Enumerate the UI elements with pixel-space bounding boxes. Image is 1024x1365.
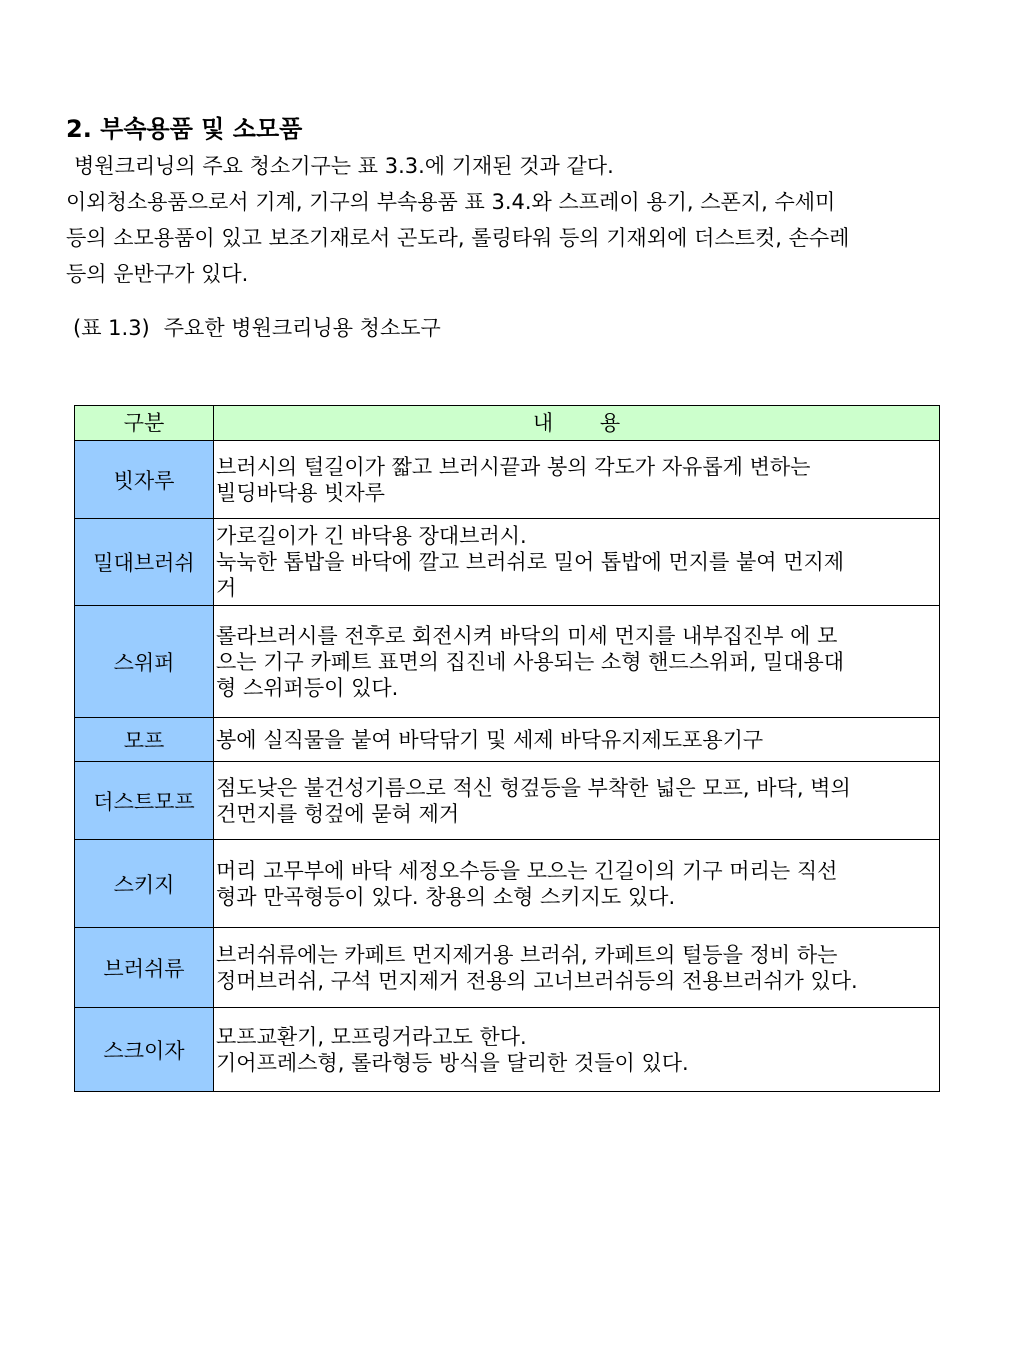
row-category: 브러쉬류 — [75, 928, 214, 1008]
table-row — [75, 840, 940, 928]
row-category: 더스트모프 — [75, 762, 214, 840]
table-caption — [73, 312, 441, 344]
description-line: 형과 만곡형등이 있다. 창용의 소형 스키지도 있다. — [216, 884, 676, 909]
description-line: 형 스위퍼등이 있다. — [216, 675, 399, 700]
table-row — [75, 1008, 940, 1092]
description-line: 봉에 실직물을 붙여 바닥닦기 및 세제 바닥유지제도포용기구 — [216, 727, 764, 752]
header-category: 구분 — [75, 406, 214, 441]
header-content — [214, 406, 940, 441]
description-line: 정머브러쉬, 구석 먼지제거 전용의 고너브러쉬등의 전용브러쉬가 있다. — [216, 968, 858, 993]
row-category: 스위퍼 — [75, 606, 214, 718]
row-description — [214, 718, 940, 762]
section-title: 2. 부속용품 및 소모품 — [66, 115, 303, 143]
description-line: 모프교환기, 모프링거라고도 한다. — [216, 1024, 527, 1049]
row-category: 스크이자 — [75, 1008, 214, 1092]
row-description — [214, 606, 940, 718]
description-line: 점도낮은 불건성기름으로 적신 헝겊등을 부착한 넓은 모프, 바닥, 벽의 — [216, 775, 851, 800]
row-description — [214, 441, 940, 519]
description-line: 롤라브러시를 전후로 회전시켜 바닥의 미세 먼지를 내부집진부 에 모 — [216, 623, 838, 648]
header-content-label: 내 용 — [532, 411, 621, 435]
table-body — [75, 441, 940, 1092]
paragraph-line: 이외청소용품으로서 기계, 기구의 부속용품 표 3.4.와 스프레이 용기, 스폰지, 수세미 — [66, 190, 836, 214]
description-line: 머리 고무부에 바닥 세정오수등을 모으는 긴길이의 기구 머리는 직선 — [216, 858, 838, 883]
paragraph-line: 등의 소모용품이 있고 보조기재로서 곤도라, 롤링타워 등의 기재외에 더스트컷, 손수레 — [66, 226, 850, 250]
table-caption-number: (표 1.3) — [73, 316, 150, 340]
table-header-row — [75, 406, 940, 441]
description-line: 기어프레스형, 롤라형등 방식을 달리한 것들이 있다. — [216, 1050, 689, 1075]
row-category: 스키지 — [75, 840, 214, 928]
table-row — [75, 928, 940, 1008]
row-category: 밀대브러쉬 — [75, 519, 214, 606]
paragraph-line: 등의 운반구가 있다. — [66, 262, 249, 286]
table-row — [75, 519, 940, 606]
row-category: 모프 — [75, 718, 214, 762]
section-paragraph — [66, 148, 956, 292]
table-row — [75, 441, 940, 519]
description-line: 으는 기구 카페트 표면의 집진네 사용되는 소형 핸드스위퍼, 밀대용대 — [216, 649, 845, 674]
description-line: 가로길이가 긴 바닥용 장대브러시. — [216, 524, 527, 548]
description-line: 브러시의 털길이가 짧고 브러시끝과 봉의 각도가 자유롭게 변하는 — [216, 454, 811, 479]
row-description — [214, 928, 940, 1008]
description-line: 거 — [216, 576, 237, 600]
row-description — [214, 840, 940, 928]
table-row — [75, 718, 940, 762]
description-line: 건먼지를 헝겊에 묻혀 제거 — [216, 801, 460, 826]
row-description — [214, 762, 940, 840]
paragraph-line: 병원크리닝의 주요 청소기구는 표 3.3.에 기재된 것과 같다. — [74, 154, 614, 178]
description-line: 브러쉬류에는 카페트 먼지제거용 브러쉬, 카페트의 털등을 정비 하는 — [216, 942, 838, 967]
table-row — [75, 762, 940, 840]
row-description — [214, 519, 940, 606]
row-category: 빗자루 — [75, 441, 214, 519]
table-row — [75, 606, 940, 718]
description-line: 빌딩바닥용 빗자루 — [216, 480, 385, 505]
table-caption-title: 주요한 병원크리닝용 청소도구 — [163, 316, 441, 340]
row-description — [214, 1008, 940, 1092]
description-line: 눅눅한 톱밥을 바닥에 깔고 브러쉬로 밀어 톱밥에 먼지를 붙여 먼지제 — [216, 550, 845, 574]
cleaning-tools-table — [74, 405, 940, 1092]
